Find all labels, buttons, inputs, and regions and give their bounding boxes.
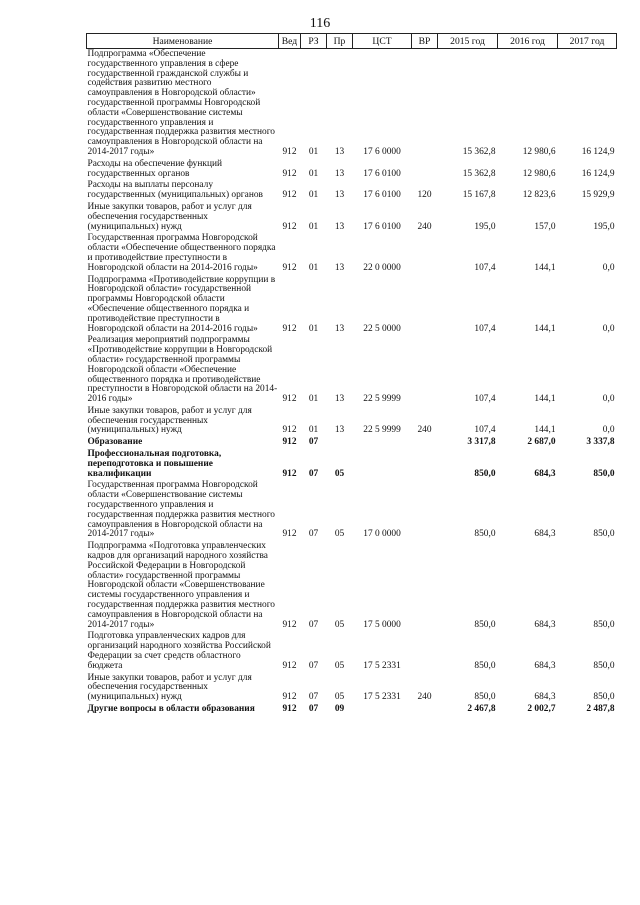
cell-name: Образование xyxy=(87,437,143,448)
cell-2017: 850,0 xyxy=(593,660,615,671)
table-row xyxy=(87,449,617,480)
table-row xyxy=(87,335,617,406)
cell-pr: 05 xyxy=(334,692,345,703)
cell-2015: 15 167,8 xyxy=(462,190,496,201)
table-row xyxy=(87,673,617,704)
header-cst: ЦСТ xyxy=(353,34,412,49)
cell-2015: 3 317,8 xyxy=(467,437,496,448)
cell-2016: 144,1 xyxy=(534,394,556,405)
cell-2017: 850,0 xyxy=(593,468,615,479)
cell-ved: 912 xyxy=(282,619,297,630)
cell-2015: 15 362,8 xyxy=(462,146,496,157)
cell-2017: 850,0 xyxy=(593,619,615,630)
cell-2017: 195,0 xyxy=(593,221,615,232)
cell-2016: 144,1 xyxy=(534,323,556,334)
cell-2016: 144,1 xyxy=(534,262,556,273)
cell-rz: 07 xyxy=(308,660,319,671)
header-ved: Вед xyxy=(279,34,301,49)
cell-cst: 17 6 0100 xyxy=(363,190,401,201)
cell-2016: 684,3 xyxy=(534,692,556,703)
table-row xyxy=(87,631,617,672)
cell-pr: 13 xyxy=(334,190,345,201)
cell-name: Подпрограмма «Подготовка управленческих кадров для организаций народного хозяйства Российской Федерации в Новгородской области» государственной программы Новгородской области «Совершенствование системы государственного управления и государственная поддержка развития местного самоуправления в Новгородской области на 2014-2017 годы» xyxy=(87,541,275,630)
cell-2017: 16 124,9 xyxy=(581,168,615,179)
cell-2016: 157,0 xyxy=(534,221,556,232)
cell-pr: 05 xyxy=(334,660,345,671)
cell-2016: 684,3 xyxy=(534,619,556,630)
cell-name: Профессиональная подготовка, переподготовка и повышение квалификации xyxy=(87,449,222,479)
cell-ved: 912 xyxy=(282,692,297,703)
cell-2015: 850,0 xyxy=(474,660,496,671)
header-vr: ВР xyxy=(412,34,438,49)
cell-pr xyxy=(327,437,353,449)
cell-2017: 16 124,9 xyxy=(581,146,615,157)
cell-2015: 107,4 xyxy=(474,323,496,334)
header-pr: Пр xyxy=(327,34,353,49)
cell-ved: 912 xyxy=(282,323,297,334)
cell-cst: 17 5 2331 xyxy=(363,660,401,671)
cell-2015: 850,0 xyxy=(474,468,496,479)
cell-2015: 107,4 xyxy=(474,262,496,273)
cell-rz: 01 xyxy=(308,146,319,157)
cell-2017: 0,0 xyxy=(602,323,615,334)
cell-cst: 22 5 0000 xyxy=(363,323,401,334)
cell-cst: 17 5 0000 xyxy=(363,619,401,630)
cell-rz: 01 xyxy=(308,394,319,405)
cell-pr: 09 xyxy=(334,704,345,714)
cell-vr xyxy=(412,631,438,672)
cell-vr: 240 xyxy=(417,221,432,232)
cell-ved: 912 xyxy=(282,146,297,157)
cell-rz: 01 xyxy=(308,323,319,334)
cell-ved: 912 xyxy=(282,394,297,405)
cell-ved: 912 xyxy=(282,425,297,436)
cell-2017: 850,0 xyxy=(593,692,615,703)
cell-rz: 07 xyxy=(308,468,319,479)
cell-rz: 01 xyxy=(308,190,319,201)
cell-pr: 05 xyxy=(334,529,345,540)
cell-cst: 22 0 0000 xyxy=(363,262,401,273)
cell-2016: 684,3 xyxy=(534,529,556,540)
table-header-row xyxy=(87,34,617,49)
cell-2015: 107,4 xyxy=(474,394,496,405)
header-2017: 2017 год xyxy=(558,34,617,49)
cell-rz: 07 xyxy=(308,692,319,703)
cell-name: Подпрограмма «Обеспечение государственного управления в сфере государственной гражданской службы и содействия развитию местного самоуправления в Новгородской области» государственной программы Новгородской области «Совершенствование системы государственного управления и государственная поддержка развития местного самоуправления в Новгородской области на 2014-2017 годы» xyxy=(87,49,275,157)
cell-ved: 912 xyxy=(282,262,297,273)
cell-2016: 684,3 xyxy=(534,660,556,671)
cell-2015: 195,0 xyxy=(474,221,496,232)
cell-rz: 07 xyxy=(308,619,319,630)
cell-2016: 2 002,7 xyxy=(527,704,556,714)
table-row xyxy=(87,49,617,159)
cell-pr: 13 xyxy=(334,168,345,179)
cell-2015: 850,0 xyxy=(474,619,496,630)
cell-name: Иные закупки товаров, работ и услуг для обеспечения государственных (муниципальных) нужд xyxy=(87,405,252,436)
cell-vr xyxy=(412,335,438,406)
cell-2015: 15 362,8 xyxy=(462,168,496,179)
cell-ved: 912 xyxy=(282,190,297,201)
cell-name: Подготовка управленческих кадров для организаций народного хозяйства Российской Федерации за счет средств областного бюджета xyxy=(87,631,271,671)
cell-rz: 07 xyxy=(308,704,319,714)
cell-ved: 912 xyxy=(282,221,297,232)
cell-ved: 912 xyxy=(282,529,297,540)
cell-name: Иные закупки товаров, работ и услуг для обеспечения государственных (муниципальных) нужд xyxy=(87,201,252,232)
cell-vr xyxy=(412,541,438,631)
cell-vr: 240 xyxy=(417,692,432,703)
cell-2017: 0,0 xyxy=(602,262,615,273)
cell-vr xyxy=(412,233,438,274)
cell-2016: 144,1 xyxy=(534,425,556,436)
table-row xyxy=(87,541,617,631)
cell-vr xyxy=(412,275,438,336)
cell-vr xyxy=(412,437,438,449)
cell-vr: 240 xyxy=(417,425,432,436)
cell-2017: 0,0 xyxy=(602,394,615,405)
cell-ved: 912 xyxy=(282,704,297,714)
cell-2016: 12 823,6 xyxy=(522,190,556,201)
cell-2015: 850,0 xyxy=(474,529,496,540)
cell-name: Расходы на обеспечение функций государственных органов xyxy=(87,158,222,179)
table-row xyxy=(87,437,617,449)
cell-cst: 17 6 0000 xyxy=(363,146,401,157)
cell-2015: 107,4 xyxy=(474,425,496,436)
header-2015: 2015 год xyxy=(438,34,498,49)
table-row xyxy=(87,275,617,336)
cell-pr: 13 xyxy=(334,425,345,436)
table-row xyxy=(87,159,617,181)
table-row xyxy=(87,233,617,274)
cell-vr: 120 xyxy=(417,190,432,201)
cell-cst xyxy=(353,437,412,449)
cell-name: Государственная программа Новгородской области «Совершенствование системы государственного управления и государственная поддержка развития местного самоуправления в Новгородской области на 2014-2017 годы» xyxy=(87,480,275,540)
cell-ved: 912 xyxy=(282,660,297,671)
cell-pr: 05 xyxy=(334,468,345,479)
cell-ved: 912 xyxy=(282,468,297,479)
table-row xyxy=(87,480,617,541)
cell-vr xyxy=(412,480,438,541)
cell-2017: 850,0 xyxy=(593,529,615,540)
cell-name: Иные закупки товаров, работ и услуг для обеспечения государственных (муниципальных) нужд xyxy=(87,672,252,703)
cell-vr xyxy=(412,449,438,480)
cell-rz: 01 xyxy=(308,425,319,436)
cell-2017: 0,0 xyxy=(602,425,615,436)
cell-cst: 22 5 9999 xyxy=(363,425,401,436)
header-rz: РЗ xyxy=(301,34,327,49)
cell-rz: 07 xyxy=(308,529,319,540)
cell-vr xyxy=(412,704,438,716)
cell-2016: 12 980,6 xyxy=(522,168,556,179)
table-body xyxy=(87,49,617,716)
cell-2017: 15 929,9 xyxy=(581,190,615,201)
cell-2016: 2 687,0 xyxy=(527,437,556,448)
cell-name: Подпрограмма «Противодействие коррупции в Новгородской области» государственной программы Новгородской области «Обеспечение общественного порядка и противодействие преступности в Новгородской области на 2014-2016 годы» xyxy=(87,274,276,334)
table-row xyxy=(87,406,617,437)
cell-name: Расходы на выплаты персоналу государственных (муниципальных) органов xyxy=(87,180,263,201)
cell-2016: 12 980,6 xyxy=(522,146,556,157)
cell-cst: 22 5 9999 xyxy=(363,394,401,405)
cell-cst xyxy=(353,449,412,480)
cell-name: Государственная программа Новгородской области «Обеспечение общественного порядка и противодействие преступности в Новгородской области на 2014-2016 годы» xyxy=(87,233,276,273)
header-2016: 2016 год xyxy=(498,34,558,49)
table-row xyxy=(87,180,617,202)
cell-pr: 13 xyxy=(334,221,345,232)
cell-rz: 01 xyxy=(308,168,319,179)
page-number: 116 xyxy=(309,16,331,31)
cell-cst: 17 0 0000 xyxy=(363,529,401,540)
cell-2015: 850,0 xyxy=(474,692,496,703)
cell-pr: 05 xyxy=(334,619,345,630)
cell-rz: 07 xyxy=(308,437,319,448)
cell-2017: 3 337,8 xyxy=(586,437,615,448)
cell-name: Другие вопросы в области образования xyxy=(87,704,255,714)
budget-table xyxy=(86,33,617,716)
cell-cst: 17 6 0100 xyxy=(363,221,401,232)
cell-pr: 13 xyxy=(334,146,345,157)
cell-vr xyxy=(412,49,438,159)
table-row xyxy=(87,202,617,233)
cell-2015: 2 467,8 xyxy=(467,704,496,714)
cell-vr xyxy=(412,159,438,181)
cell-2017: 2 487,8 xyxy=(586,704,615,714)
cell-pr: 13 xyxy=(334,394,345,405)
cell-ved: 912 xyxy=(282,168,297,179)
cell-pr: 13 xyxy=(334,323,345,334)
cell-cst: 17 6 0100 xyxy=(363,168,401,179)
cell-ved: 912 xyxy=(282,437,297,448)
cell-2016: 684,3 xyxy=(534,468,556,479)
cell-name: Реализация мероприятий подпрограммы «Противодействие коррупции в Новгородской области» государственной программы Новгородской области «Обеспечение общественного порядка и противодействие преступности в Новгородской области на 2014-2016 годы» xyxy=(87,335,278,405)
cell-rz: 01 xyxy=(308,221,319,232)
cell-cst: 17 5 2331 xyxy=(363,692,401,703)
header-name: Наименование xyxy=(87,34,279,49)
cell-rz: 01 xyxy=(308,262,319,273)
table-row xyxy=(87,704,617,716)
cell-pr: 13 xyxy=(334,262,345,273)
cell-cst xyxy=(353,704,412,716)
